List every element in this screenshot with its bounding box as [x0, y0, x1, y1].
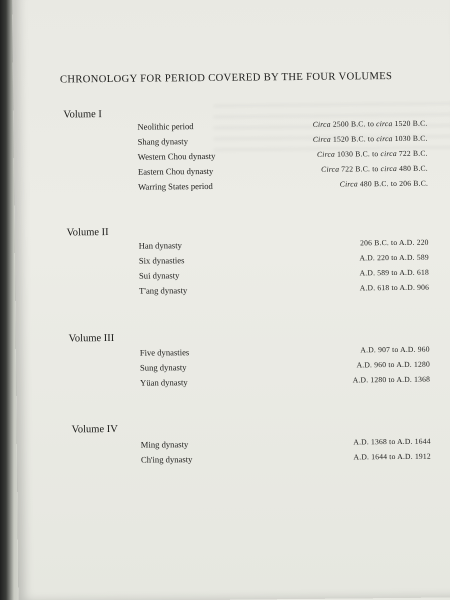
period-dates: A.D. 618 to A.D. 906: [359, 282, 430, 293]
period-name: Shang dynasty: [137, 136, 189, 147]
period-dates: A.D. 1368 to A.D. 1644: [353, 436, 431, 447]
period-name: Ming dynasty: [140, 439, 189, 450]
period-dates: A.D. 960 to A.D. 1280: [356, 359, 430, 370]
date-range: 2500 B.C. to: [332, 119, 375, 129]
volume-1-entry: [138, 179, 428, 196]
period-name: Sui dynasty: [138, 270, 180, 281]
date-range: 1520 B.C. to: [332, 134, 375, 144]
volume-1-heading: Volume I: [63, 109, 102, 121]
period-dates: 206 B.C. to A.D. 220: [360, 237, 429, 248]
book-page: [12, 0, 450, 600]
circa-start: Circa: [316, 149, 336, 159]
circa-end: circa: [376, 134, 393, 144]
period-dates: A.D. 1280 to A.D. 1368: [352, 374, 431, 385]
period-name: T'ang dynasty: [139, 285, 188, 296]
period-name: Ch'ing dynasty: [140, 454, 193, 465]
date-end: 480 B.C.: [399, 163, 428, 173]
period-name: Six dynasties: [138, 255, 185, 266]
volume-4-heading: Volume IV: [71, 423, 118, 436]
period-name: Eastern Chou dynasty: [137, 165, 214, 177]
page-title: CHRONOLOGY FOR PERIOD COVERED BY THE FOUR VOLUMES: [59, 71, 393, 86]
circa-start: Circa: [321, 164, 340, 174]
period-name: Five dynasties: [139, 347, 190, 358]
date-end: 722 B.C.: [398, 148, 428, 158]
date-range: 722 B.C. to: [341, 164, 379, 174]
circa-end: circa: [380, 148, 397, 159]
period-name: Western Chou dynasty: [137, 150, 216, 162]
volume-4-entry: [141, 452, 431, 469]
volume-3-entry: [140, 375, 430, 392]
period-dates: [313, 119, 428, 129]
date-range: 1030 B.C. to: [337, 149, 379, 159]
period-name: Han dynasty: [138, 240, 182, 251]
period-dates: [313, 134, 428, 144]
circa-end: circa: [380, 163, 397, 174]
period-name: Yüan dynasty: [140, 377, 188, 388]
volume-2-entry: [139, 283, 429, 300]
volume-2-heading: Volume II: [66, 227, 109, 239]
period-dates: [317, 149, 428, 159]
period-name: Sung dynasty: [139, 362, 187, 373]
circa-start: Circa: [312, 119, 331, 129]
date-end: 1520 B.C.: [394, 118, 428, 129]
period-dates: A.D. 907 to A.D. 960: [360, 344, 430, 355]
circa-start: Circa: [339, 179, 358, 189]
period-name: Neolithic period: [137, 121, 194, 132]
period-dates: A.D. 589 to A.D. 618: [359, 267, 430, 278]
date-range: 480 B.C. to 206 B.C.: [359, 178, 429, 189]
period-name: Warring States period: [138, 180, 213, 192]
period-dates: A.D. 1644 to A.D. 1912: [353, 451, 431, 462]
period-dates: [340, 179, 428, 189]
volume-3-heading: Volume III: [68, 332, 115, 345]
date-end: 1030 B.C.: [394, 133, 428, 143]
period-dates: A.D. 220 to A.D. 589: [359, 252, 429, 263]
period-dates: [321, 164, 428, 174]
circa-start: Circa: [312, 134, 331, 144]
circa-end: circa: [376, 119, 393, 129]
